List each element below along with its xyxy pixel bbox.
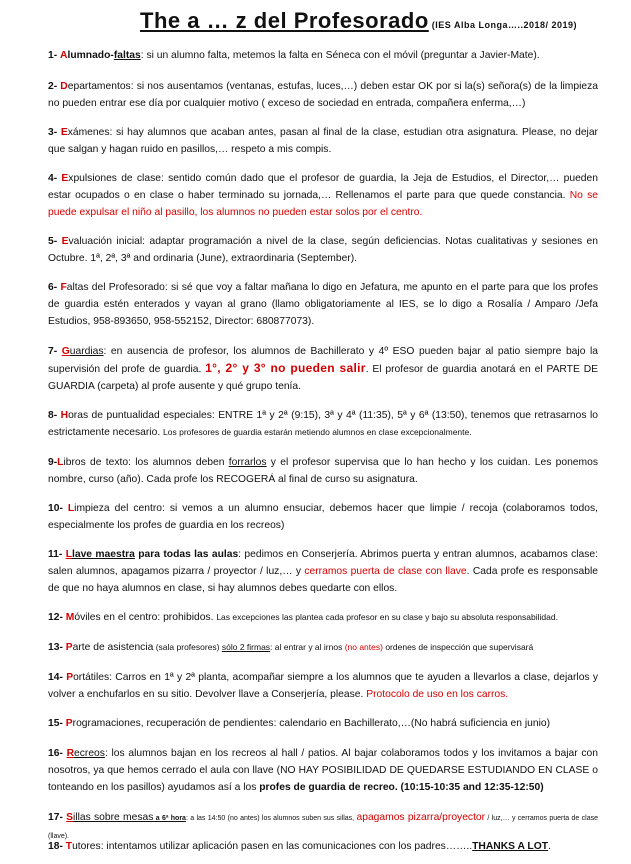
item-body: : en ausencia de profesor, los alumnos de Bachillerato y 4º ESO pueden bajar al patio siempre bajo la supervisión del profe de guardia.	[48, 346, 598, 375]
item-heading: ecreos	[74, 748, 105, 759]
item-parte-asistencia	[48, 639, 598, 656]
item-body: : adaptar programación a nivel de la clase, según deficiencias. Notas cualitativas y sesiones en Octubre. 1ª, 2ª, 3ª and ordinaria (June), extraordinaria (September).	[48, 236, 598, 264]
item-body: : Carros en 1ª y 2ª planta, acompañar siempre a los alumnos que te ayuden a llevarlos a clase, dejarlos y volver a enchufarlos en su sitio. Devolver llave a Conserjería, please.	[48, 672, 598, 700]
item-initial: P	[66, 672, 74, 683]
item-alumnado-faltas	[48, 47, 598, 64]
item-body-continued: . Cada profe es responsable de que no haya alumnos en clase, si hay alumnos debes quedarte con ellos.	[48, 566, 598, 594]
item-heading: ibros de texto	[63, 457, 129, 468]
item-horas-puntualidad	[48, 407, 598, 441]
item-end: .	[548, 841, 551, 852]
item-number: 8-	[48, 410, 58, 421]
item-note: (sala profesores)	[153, 642, 222, 652]
item-number: 7-	[48, 346, 58, 357]
item-body: : sentido común dado que el profesor de guardia, la Jeja de Estudios, el Director,… pueden estar ocupados o en clase o haber terminado su jornada,… Rellenamos el parte para que quede constancia.	[48, 173, 598, 201]
item-recreos	[48, 745, 598, 796]
item-initial: A	[60, 50, 68, 61]
item-number: 9-	[48, 457, 58, 468]
item-initial: M	[65, 612, 75, 623]
item-initial: P	[65, 718, 73, 729]
item-initial: E	[60, 127, 68, 138]
item-body-continued: . El profesor de guardia anotará en el PARTE DE GUARDIA (carpeta) al profe ausente y qué grupo tenía.	[48, 364, 598, 392]
item-warning: Protocolo de uso en los carros.	[366, 689, 509, 700]
item-llave-maestra	[48, 546, 598, 597]
item-body: : los alumnos bajan en los recreos al hall / patios. Al bajar colaboramos todos y los invitamos a bajar con nosotros, ya que hemos cerrado el aula con llave (NO HAY POSIBILIDAD DE QUEDARSE ESTUDIANDO EN CLASE o tonteando en los pasillos) ayudamos así a los	[48, 748, 598, 793]
page-title	[140, 8, 577, 34]
item-warning: No se puede expulsar el niño al pasillo, los alumnos no pueden estar solos por el centro.	[48, 190, 598, 218]
item-warning: cerramos puerta de clase con llave	[304, 566, 467, 577]
item-limpieza	[48, 500, 598, 534]
item-thanks: THANKS A LOT	[472, 841, 549, 852]
item-emphasis: profes de guardia de recreo. (10:15-10:35 and 12:35-12:50)	[259, 782, 544, 793]
item-body: : calendario en Bachillerato,…(No habrá suficiencia en junio)	[273, 718, 551, 729]
item-initial: D	[60, 81, 68, 92]
item-guardias	[48, 343, 598, 395]
item-heading: valuación inicial	[68, 236, 143, 247]
item-heading: impieza del centro	[74, 503, 162, 514]
item-initial: G	[61, 346, 70, 357]
item-heading: xámenes	[67, 127, 110, 138]
item-moviles	[48, 609, 598, 626]
item-heading: lumnado-	[67, 50, 114, 61]
item-expulsiones	[48, 170, 598, 221]
item-body: : ENTRE 1ª y 2ª (9:15), 3ª y 4ª (11:35), 5ª y 6ª (13:50), tenemos que retrasarnos lo estrictamente necesario.	[48, 410, 598, 438]
item-departamentos	[48, 78, 598, 112]
title-main: The a … z del Profesorado	[140, 8, 429, 33]
item-tutores	[48, 838, 598, 855]
item-heading: oras de puntualidad especiales	[68, 410, 212, 421]
item-heading: óviles en el centro	[74, 612, 158, 623]
item-initial: S	[66, 812, 74, 823]
item-note: Las excepciones las plantea cada profesor en su clase y bajo su absoluta responsabilidad.	[216, 612, 558, 622]
item-body: : prohibidos.	[157, 612, 217, 623]
item-heading: arte de asistencia	[72, 642, 154, 653]
item-note: : a las 14:50 (no antes) los alumnos suben sus sillas,	[185, 815, 357, 822]
item-heading: lave maestra	[71, 549, 135, 560]
item-number: 15-	[48, 718, 63, 729]
item-number: 3-	[48, 127, 58, 138]
item-number: 11-	[48, 549, 63, 560]
item-number: 16-	[48, 748, 63, 759]
item-programaciones	[48, 715, 598, 732]
item-number: 18-	[48, 841, 63, 852]
item-heading-underlined: faltas	[113, 50, 141, 61]
item-initial: L	[67, 503, 75, 514]
item-number: 2-	[48, 81, 58, 92]
item-body: : si vemos a un alumno ensuciar, debemos hacer que limpie / recoja (colaboramos todos, especialmente los profes de guardia en los recreos)	[48, 503, 598, 531]
item-number: 13-	[48, 642, 63, 653]
item-number: 5-	[48, 236, 58, 247]
item-body: : si nos ausentamos (ventanas, estufas, luces,…) deben estar OK por si la(s) señora(s) de la limpieza no pueden entrar ese día por cualquier motivo ( exceso de sociedad en entrada, compañera enferma,…)	[48, 81, 598, 109]
item-note-warning: (no antes)	[344, 642, 383, 652]
item-body: : los alumnos deben	[128, 457, 229, 468]
item-highlight: 1°, 2° y 3° no pueden salir	[205, 361, 366, 375]
item-heading: illas sobre mesas	[73, 812, 154, 823]
item-body: : si hay alumnos que acaban antes, pasan al final de la clase, estudian otra asignatura. Please, no dejar que salgan y hagan ruido en pasillos,… respeto a mis compis.	[48, 127, 598, 155]
item-body: : intentamos utilizar aplicación pasen en las comunicaciones con los padres……..	[100, 841, 473, 852]
item-warning: apagamos pizarra/proyector	[356, 812, 486, 823]
item-body: : pedimos en Conserjería. Abrimos puerta y entran alumnos, acabamos clase: salen alumnos, apagamos pizarra / proyector / luz,… y	[48, 549, 598, 577]
item-number: 1-	[48, 50, 58, 61]
item-evaluacion-inicial	[48, 233, 598, 267]
item-underlined-word: forrarlos	[228, 457, 267, 468]
title-subtitle: (IES Alba Longa…..2018/ 2019)	[431, 20, 577, 30]
item-body: : si sé que voy a faltar mañana lo digo en Jefatura, me apunto en el parte para que los profes de guardia estén enterados y vayan al grano (llamo obligatoriamente al IES, se lo digo a Rosalía / Amparo /Jefa Estudios, 958-893650, 958-552152, Director: 680877073).	[48, 282, 598, 327]
item-initial: R	[66, 748, 75, 759]
item-initial: E	[61, 173, 69, 184]
item-heading: uardias	[69, 346, 104, 357]
item-portatiles	[48, 669, 598, 703]
item-note-underlined: a 6ª hora	[153, 815, 186, 822]
item-initial: T	[65, 841, 73, 852]
item-note: Los profesores de guardia estarán metiendo alumnos en clase excepcionalmente.	[163, 427, 472, 437]
item-libros-texto	[48, 454, 598, 488]
item-faltas-profesorado	[48, 279, 598, 330]
item-body: : si un alumno falta, metemos la falta en Séneca con el móvil (preguntar a Javier-Mate).	[140, 50, 540, 61]
item-heading: epartamentos	[67, 81, 131, 92]
item-initial: L	[57, 457, 64, 468]
item-initial: L	[65, 549, 72, 560]
item-body-continued: y el profesor supervisa que lo han hecho y los cuidan. Les ponemos nombre, curso (año). Cada profe los RECOGERÁ al final de curso su asignatura.	[48, 457, 598, 485]
item-initial: E	[61, 236, 69, 247]
item-note-underlined: sólo 2 firmas	[221, 642, 271, 652]
item-heading: rogramaciones, recuperación de pendientes	[72, 718, 274, 729]
item-number: 4-	[48, 173, 58, 184]
item-heading: altas del Profesorado	[66, 282, 165, 293]
item-note-continued: : al entrar y al irnos	[270, 642, 345, 652]
item-initial: F	[60, 282, 67, 293]
item-number: 6-	[48, 282, 58, 293]
item-examenes	[48, 124, 598, 158]
item-heading-continued: para todas las aulas	[134, 549, 239, 560]
item-number: 12-	[48, 612, 63, 623]
item-note-end: / luz,… y cerramos puerta de clase (llave).	[48, 815, 598, 840]
item-number: 17-	[48, 812, 63, 823]
item-note-end: ordenes de inspección que supervisará	[382, 642, 534, 652]
item-initial: H	[60, 410, 69, 421]
item-number: 10-	[48, 503, 63, 514]
item-initial: P	[65, 642, 73, 653]
item-heading: utores	[72, 841, 101, 852]
item-number: 14-	[48, 672, 63, 683]
item-heading: ortátiles	[73, 672, 110, 683]
item-heading: xpulsiones de clase	[68, 173, 161, 184]
